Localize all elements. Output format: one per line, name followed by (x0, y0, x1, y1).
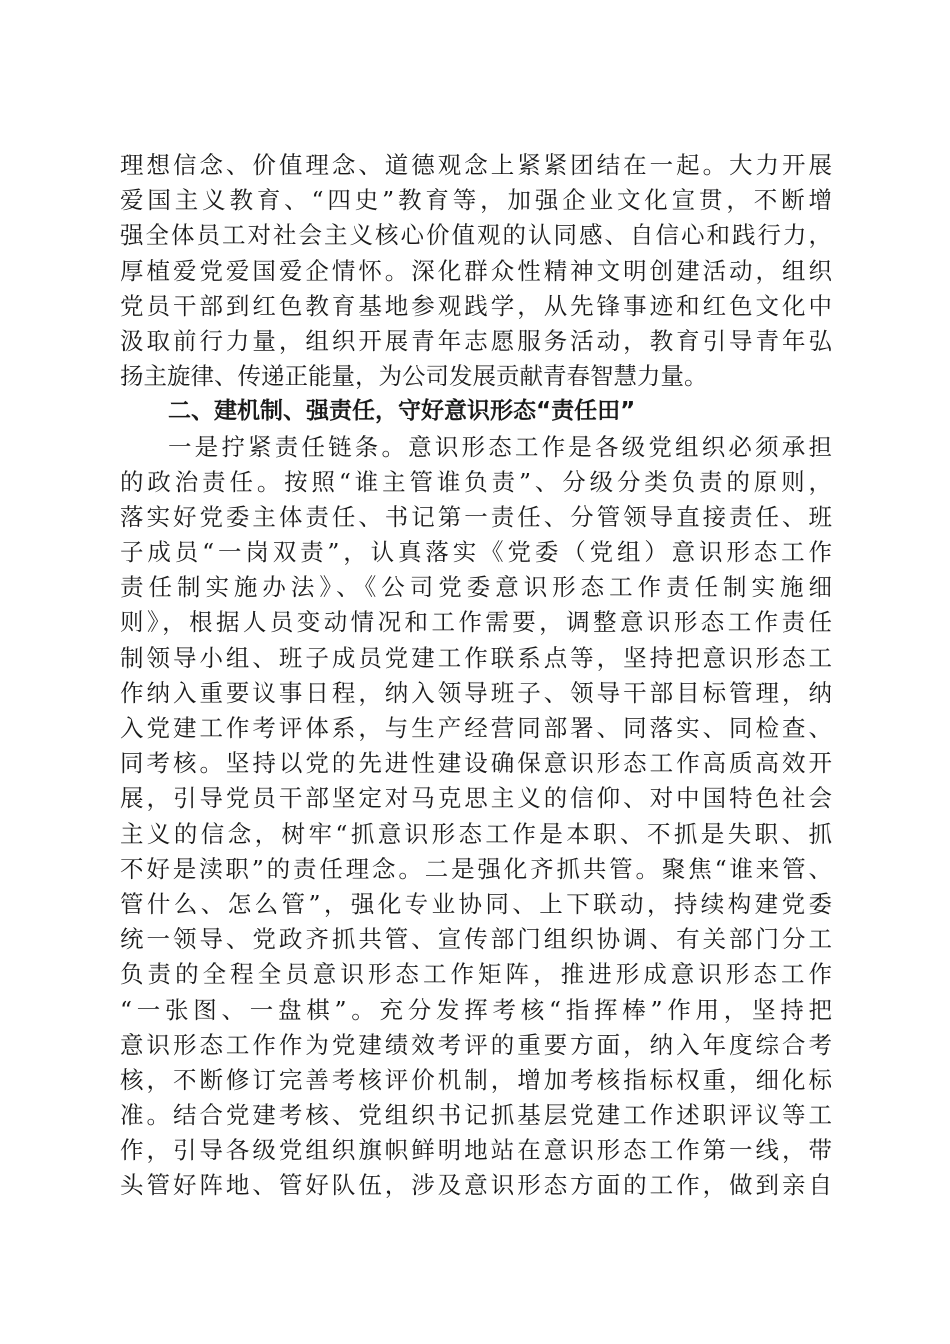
body-line: 汲取前行力量，组织开展青年志愿服务活动，教育引导青年弘 (120, 326, 832, 355)
body-line: 制领导小组、班子成员党建工作联系点等，坚持把意识形态工 (120, 643, 832, 672)
section-heading: 二、建机制、强责任，守好意识形态“责任田” (168, 398, 636, 425)
body-line: 理想信念、价值理念、道德观念上紧紧团结在一起。大力开展 (120, 151, 832, 179)
body-line: 则》，根据人员变动情况和工作需要，调整意识形态工作责任 (120, 608, 832, 637)
body-line: 落实好党委主体责任、书记第一责任、分管领导直接责任、班 (120, 502, 832, 531)
body-line: 强全体员工对社会主义核心价值观的认同感、自信心和践行力， (120, 221, 832, 250)
body-line: 党员干部到红色教育基地参观践学，从先锋事迹和红色文化中 (120, 291, 832, 320)
body-line: 同考核。坚持以党的先进性建设确保意识形态工作高质高效开 (120, 749, 832, 778)
body-line: 负责的全程全员意识形态工作矩阵，推进形成意识形态工作 (120, 960, 832, 989)
body-line: 的政治责任。按照“谁主管谁负责”、分级分类负责的原则， (120, 467, 832, 496)
body-line: 作，引导各级党组织旗帜鲜明地站在意识形态工作第一线，带 (120, 1136, 832, 1165)
body-line: 子成员“一岗双责”，认真落实《党委（党组）意识形态工作 (120, 538, 832, 567)
body-line: 不好是渎职”的责任理念。二是强化齐抓共管。聚焦“谁来管、 (120, 854, 832, 883)
body-line: 核，不断修订完善考核评价机制，增加考核指标权重，细化标 (120, 1065, 832, 1094)
paragraph-first-line: 一是拧紧责任链条。意识形态工作是各级党组织必须承担 (168, 432, 832, 461)
body-line: “一张图、一盘棋”。充分发挥考核“指挥棒”作用，坚持把 (120, 995, 832, 1024)
body-line: 扬主旋律、传递正能量，为公司发展贡献青春智慧力量。 (120, 362, 708, 391)
body-line: 头管好阵地、管好队伍，涉及意识形态方面的工作，做到亲自 (120, 1171, 832, 1200)
body-line: 入党建工作考评体系，与生产经营同部署、同落实、同检查、 (120, 714, 832, 742)
body-line: 主义的信念，树牢“抓意识形态工作是本职、不抓是失职、抓 (120, 819, 832, 848)
body-line: 准。结合党建考核、党组织书记抓基层党建工作述职评议等工 (120, 1101, 832, 1130)
body-line: 作纳入重要议事日程，纳入领导班子、领导干部目标管理，纳 (120, 678, 832, 707)
body-line: 爱国主义教育、“四史”教育等，加强企业文化宣贯，不断增 (120, 186, 832, 215)
body-line: 责任制实施办法》、《公司党委意识形态工作责任制实施细 (120, 573, 832, 602)
document-body (120, 148, 832, 1204)
body-line: 展，引导党员干部坚定对马克思主义的信仰、对中国特色社会 (120, 784, 832, 813)
body-line: 意识形态工作作为党建绩效考评的重要方面，纳入年度综合考 (120, 1030, 832, 1059)
body-line: 统一领导、党政齐抓共管、宣传部门组织协调、有关部门分工 (120, 925, 832, 954)
body-line: 管什么、怎么管”，强化专业协同、上下联动，持续构建党委 (120, 889, 832, 918)
body-line: 厚植爱党爱国爱企情怀。深化群众性精神文明创建活动，组织 (120, 256, 832, 285)
